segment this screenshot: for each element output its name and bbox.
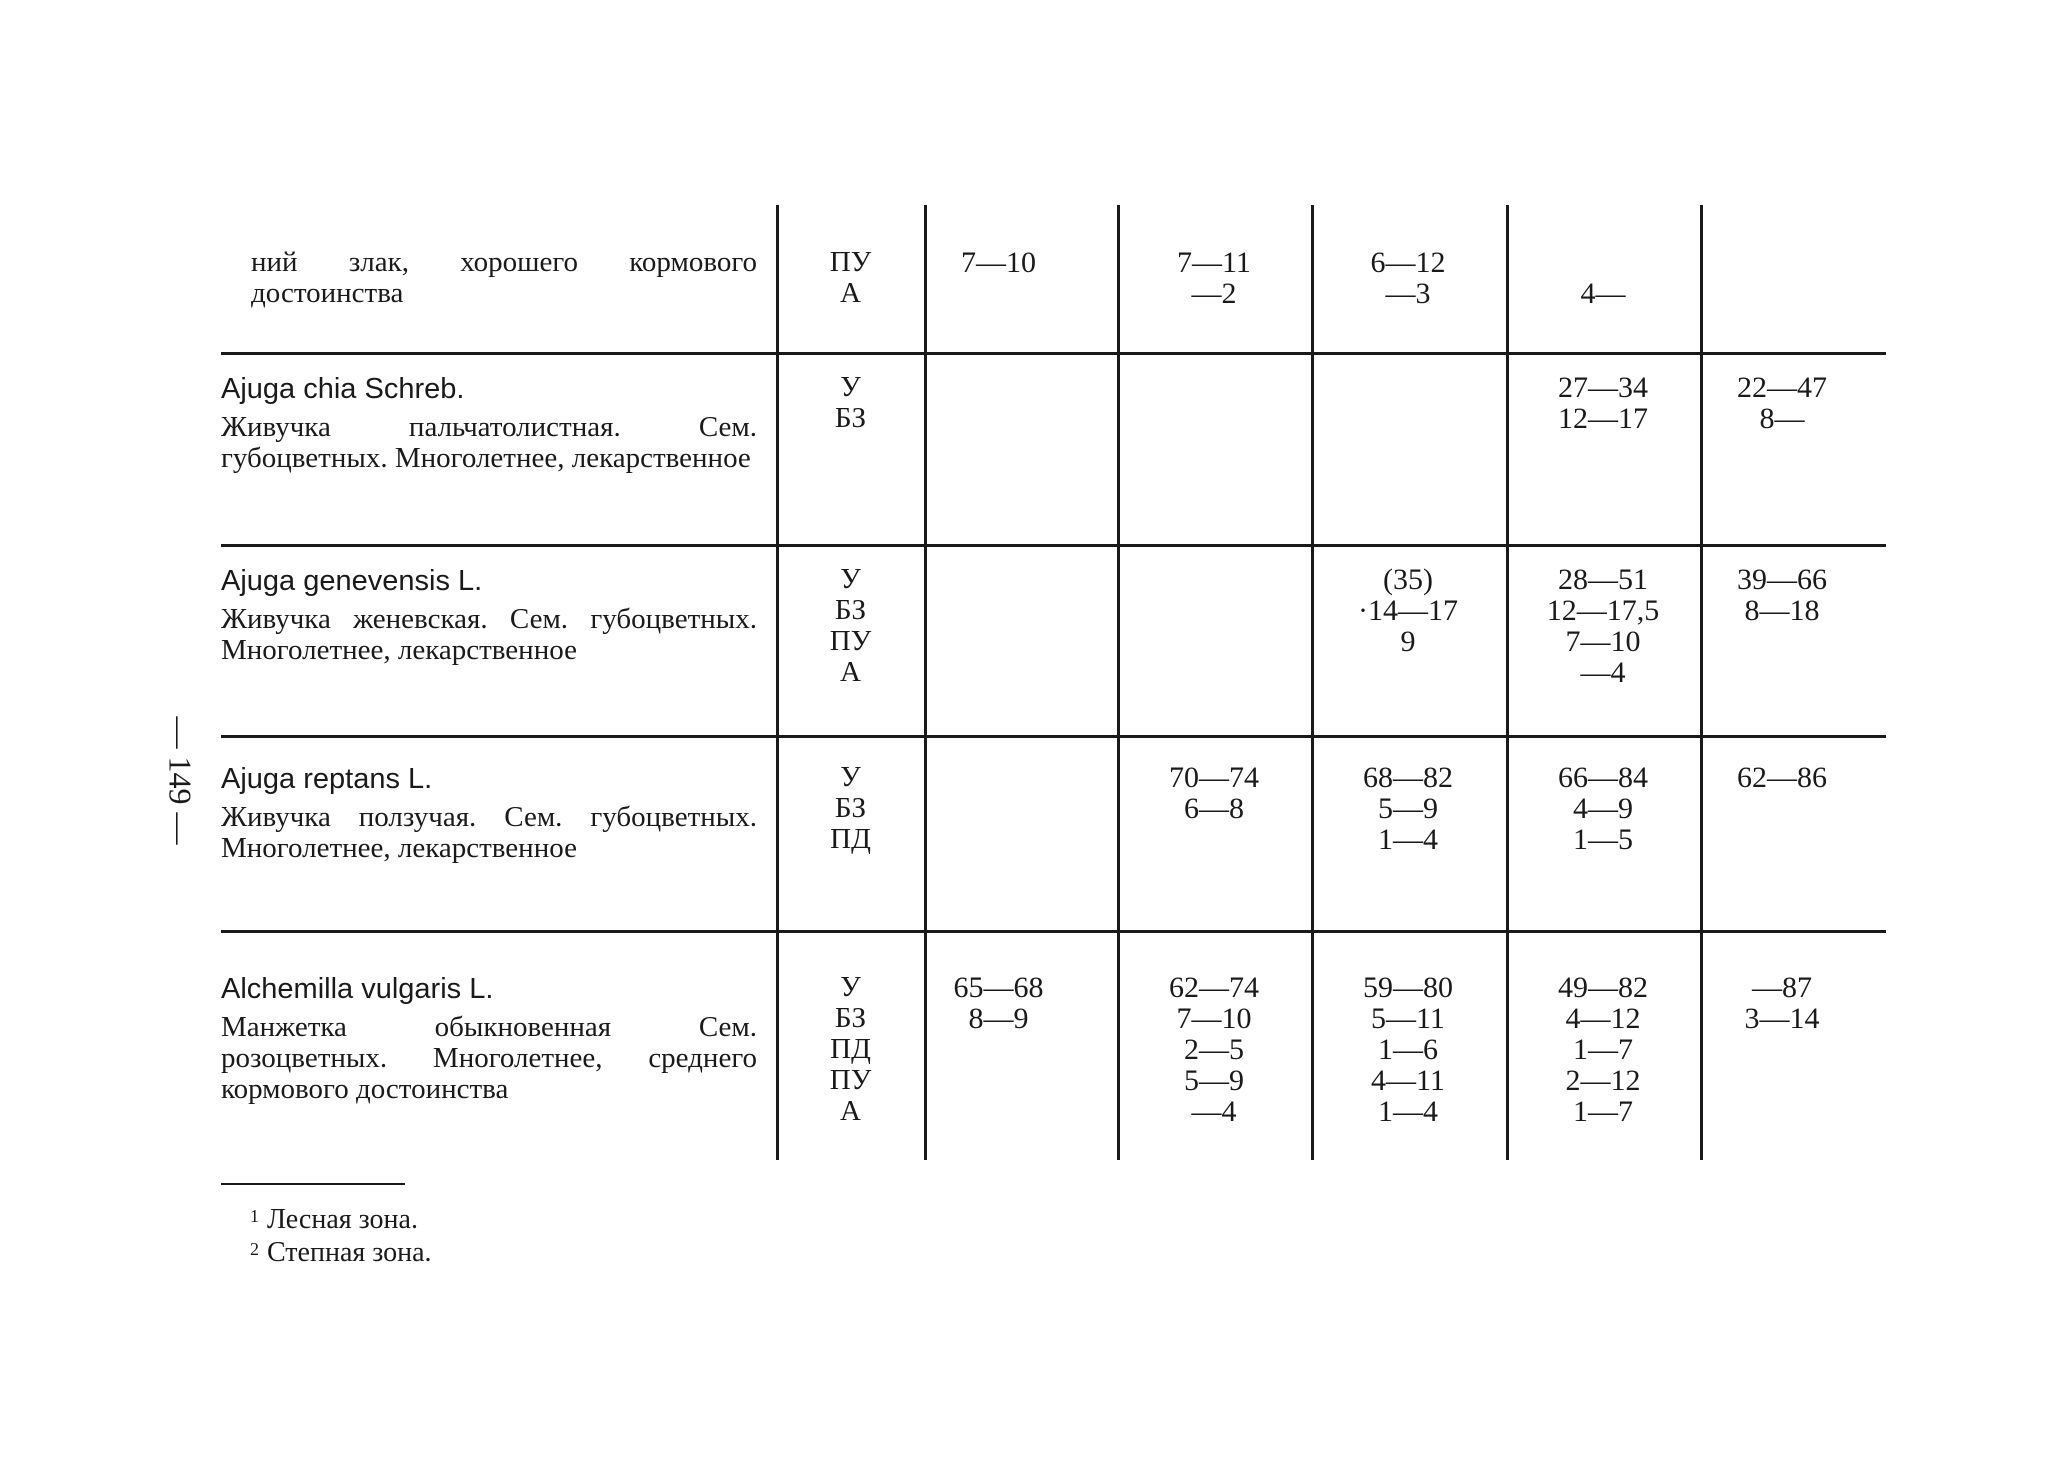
value-cell: 70—74 6—8 bbox=[1169, 761, 1259, 825]
species-latin-name: Ajuga genevensis L. bbox=[221, 565, 483, 597]
value-cell: 59—80 5—11 1—6 4—11 1—4 bbox=[1363, 971, 1453, 1128]
value-cell: 65—68 8—9 bbox=[953, 971, 1044, 1035]
zone-codes: У БЗ bbox=[834, 371, 867, 434]
zone-codes: У БЗ ПД bbox=[830, 761, 871, 855]
footnote bbox=[250, 1233, 432, 1269]
page-number: — 149 — bbox=[162, 716, 199, 844]
value-cell: 4— bbox=[1580, 277, 1626, 310]
footnote-mark: 2 bbox=[250, 1239, 259, 1259]
zone-codes: ПУ А bbox=[829, 246, 872, 309]
value-cell: 7—10 bbox=[961, 246, 1036, 279]
species-description-cell bbox=[221, 762, 757, 864]
value-cell: (35) ·14—17 9 bbox=[1358, 563, 1458, 658]
value-cell: —87 3—14 bbox=[1744, 971, 1820, 1035]
row-divider bbox=[221, 352, 1886, 355]
species-description: Манжетка обыкновенная Сем. розоцветных. Многолетнее, среднего кормового достоинства bbox=[221, 1011, 757, 1105]
species-latin-name: Ajuga chia Schreb. bbox=[221, 373, 465, 405]
value-cell: 62—74 7—10 2—5 5—9 —4 bbox=[1169, 971, 1259, 1128]
species-description: ний злак, хорошего кормового достоинства bbox=[251, 246, 757, 309]
footnote-rule bbox=[221, 1183, 405, 1185]
value-cell: 6—12 —3 bbox=[1370, 246, 1446, 310]
value-cell: 62—86 bbox=[1737, 761, 1827, 794]
value-cell: 68—82 5—9 1—4 bbox=[1363, 761, 1453, 856]
species-description: Живучка женевская. Сем. губоцветных. Многолетнее, лекарственное bbox=[221, 603, 757, 666]
footnote-mark: 1 bbox=[250, 1206, 259, 1226]
footnote-text: Степная зона. bbox=[267, 1237, 432, 1268]
species-description: Живучка пальчатолистная. Сем. губоцветных. Многолетнее, лекарственное bbox=[221, 411, 757, 474]
zone-codes: У БЗ ПД ПУ А bbox=[829, 971, 872, 1127]
row-divider bbox=[221, 544, 1886, 547]
footnote-text: Лесная зона. bbox=[267, 1204, 418, 1235]
species-description-cell bbox=[221, 372, 757, 474]
species-latin-name: Ajuga reptans L. bbox=[221, 763, 433, 795]
species-latin-name: Alchemilla vulgaris L. bbox=[221, 973, 494, 1005]
value-cell: 7—11 —2 bbox=[1177, 246, 1251, 310]
value-cell: 66—84 4—9 1—5 bbox=[1558, 761, 1648, 856]
row-divider bbox=[221, 930, 1886, 933]
species-description-cell bbox=[221, 564, 757, 666]
value-cell: 22—47 8— bbox=[1737, 371, 1827, 435]
value-cell: 39—66 8—18 bbox=[1737, 563, 1827, 627]
species-description: Живучка ползучая. Сем. губоцветных. Многолетнее, лекарственное bbox=[221, 801, 757, 864]
zone-codes: У БЗ ПУ А bbox=[829, 563, 872, 688]
value-cell: 49—82 4—12 1—7 2—12 1—7 bbox=[1558, 971, 1648, 1128]
value-cell: 28—51 12—17,5 7—10 —4 bbox=[1546, 563, 1660, 689]
row-divider bbox=[221, 735, 1886, 738]
footnote bbox=[250, 1200, 418, 1236]
value-cell: 27—34 12—17 bbox=[1558, 371, 1648, 435]
species-description-cell bbox=[221, 972, 757, 1105]
species-description-cell bbox=[221, 247, 757, 309]
